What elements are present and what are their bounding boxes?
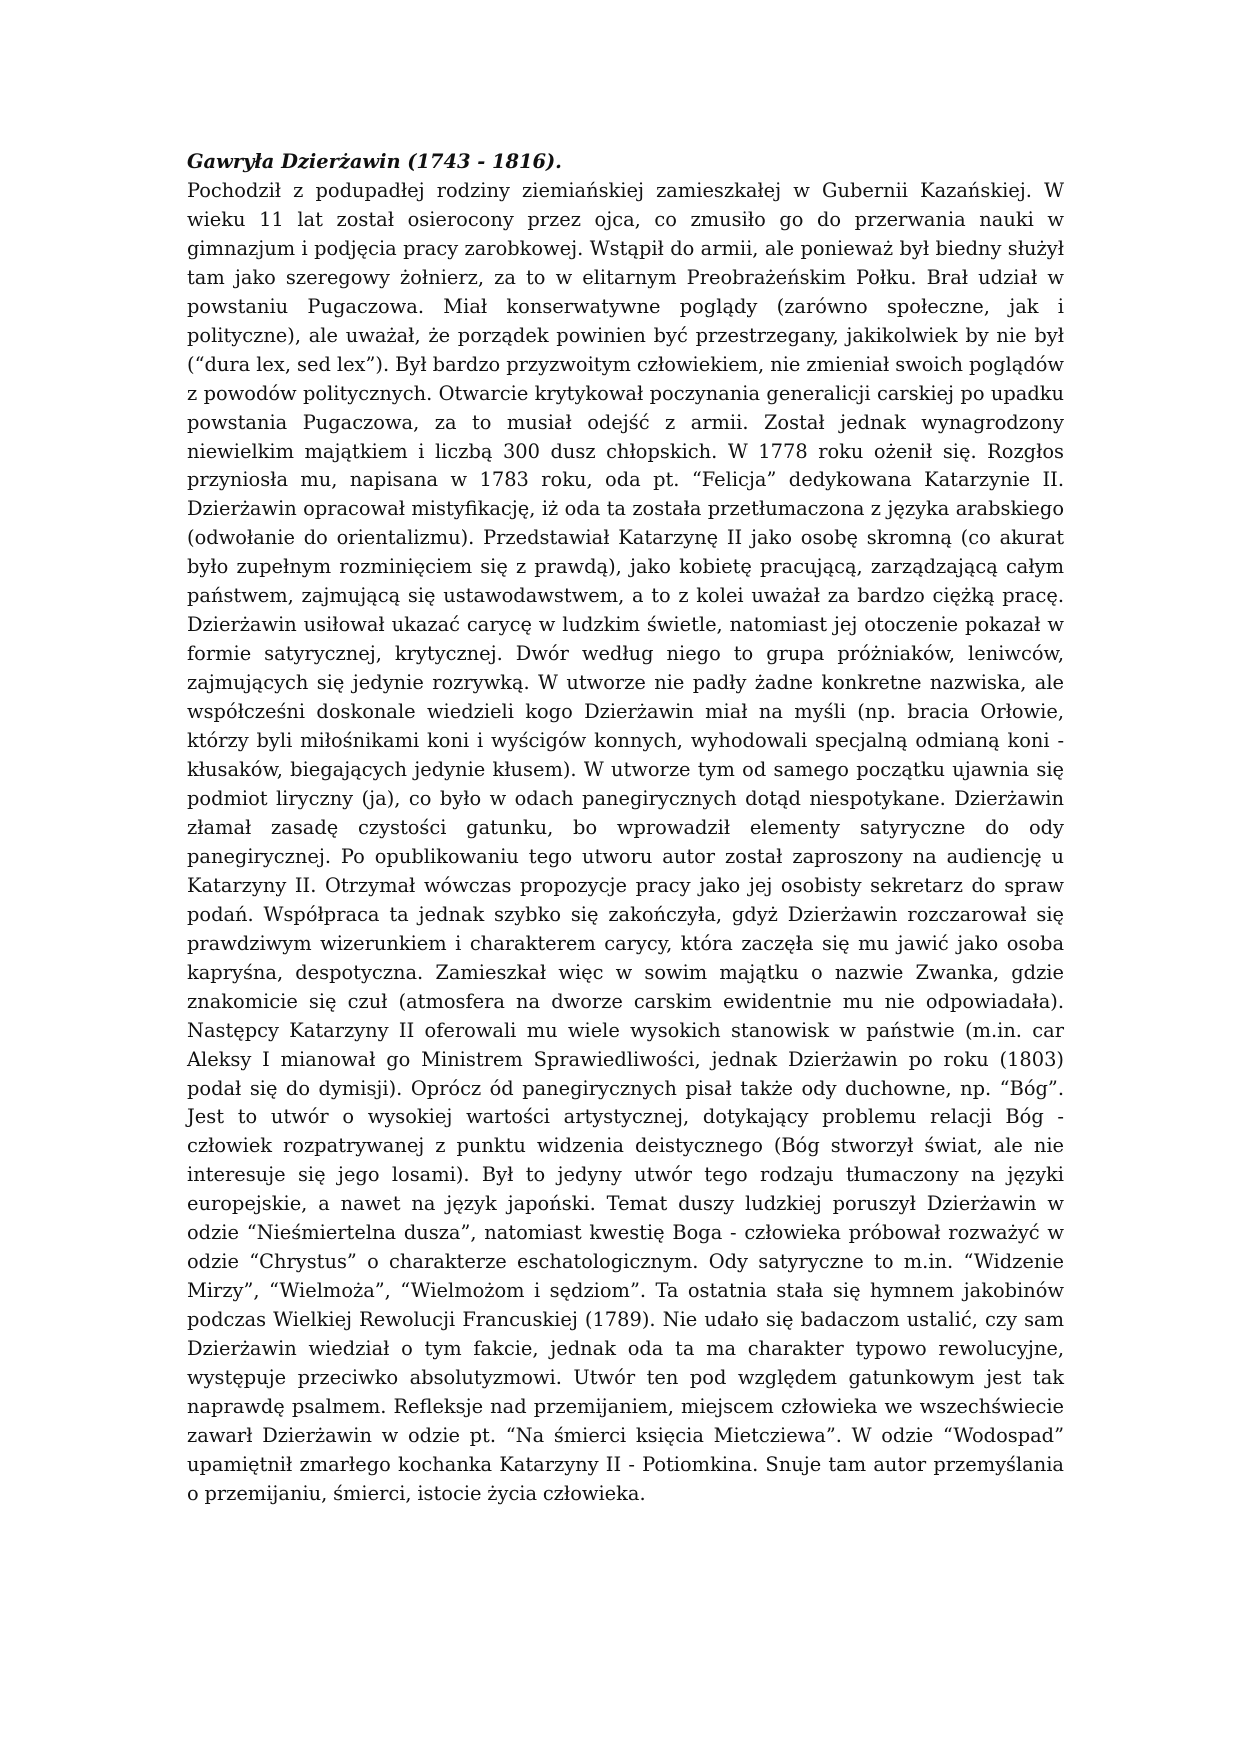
document-content [187, 148, 1064, 1509]
document-body-paragraph: Pochodził z podupadłej rodziny ziemiańskiej zamieszkałej w Gubernii Kazańskiej. W wieku 11 lat został osierocony przez ojca, co zmusiło go do przerwania nauki w gimnazjum i podjęcia pracy zarobkowej. Wstąpił do armii, ale ponieważ był biedny służył tam jako szeregowy żołnierz, za to w elitarnym Preobrażeńskim Połku. Brał udział w powstaniu Pugaczowa. Miał konserwatywne poglądy (zarówno społeczne, jak i polityczne), ale uważał, że porządek powinien być przestrzegany, jakikolwiek by nie był (“dura lex, sed lex”). Był bardzo przyzwoitym człowiekiem, nie zmieniał swoich poglądów z powodów politycznych. Otwarcie krytykował poczynania generalicji carskiej po upadku powstania Pugaczowa, za to musiał odejść z armii. Został jednak wynagrodzony niewielkim majątkiem i liczbą 300 dusz chłopskich. W 1778 roku ożenił się. Rozgłos przyniosła mu, napisana w 1783 roku, oda pt. “Felicja” dedykowana Katarzynie II. Dzierżawin opracował mistyfikację, iż oda ta została przetłumaczona z języka arabskiego (odwołanie do orientalizmu). Przedstawiał Katarzynę II jako osobę skromną (co akurat było zupełnym rozminięciem się z prawdą), jako kobietę pracującą, zarządzającą całym państwem, zajmującą się ustawodawstwem, a to z kolei uważał za bardzo ciężką pracę. Dzierżawin usiłował ukazać carycę w ludzkim świetle, natomiast jej otoczenie pokazał w formie satyrycznej, krytycznej. Dwór według niego to grupa próżniaków, leniwców, zajmujących się jedynie rozrywką. W utworze nie padły żadne konkretne nazwiska, ale współcześni doskonale wiedzieli kogo Dzierżawin miał na myśli (np. bracia Orłowie, którzy byli miłośnikami koni i wyścigów konnych, wyhodowali specjalną odmianą koni - kłusaków, biegających jedynie kłusem). W utworze tym od samego początku ujawnia się podmiot liryczny (ja), co było w odach panegirycznych dotąd niespotykane. Dzierżawin złamał zasadę czystości gatunku, bo wprowadził elementy satyryczne do ody panegirycznej. Po opublikowaniu tego utworu autor został zaproszony na audiencję u Katarzyny II. Otrzymał wówczas propozycje pracy jako jej osobisty sekretarz do spraw podań. Współpraca ta jednak szybko się zakończyła, gdyż Dzierżawin rozczarował się prawdziwym wizerunkiem i charakterem carycy, która zaczęła się mu jawić jako osoba kapryśna, despotyczna. Zamieszkał więc w sowim majątku o nazwie Zwanka, gdzie znakomicie się czuł (atmosfera na dworze carskim ewidentnie mu nie odpowiadała). Następcy Katarzyny II oferowali mu wiele wysokich stanowisk w państwie (m.in. car Aleksy I mianował go Ministrem Sprawiedliwości, jednak Dzierżawin po roku (1803) podał się do dymisji). Oprócz ód panegirycznych pisał także ody duchowne, np. “Bóg”. Jest to utwór o wysokiej wartości artystycznej, dotykający problemu relacji Bóg - człowiek rozpatrywanej z punktu widzenia deistycznego (Bóg stworzył świat, ale nie interesuje się jego losami). Był to jedyny utwór tego rodzaju tłumaczony na języki europejskie, a nawet na język japoński. Temat duszy ludzkiej poruszył Dzierżawin w odzie “Nieśmiertelna dusza”, natomiast kwestię Boga - człowieka próbował rozważyć w odzie “Chrystus” o charakterze eschatologicznym. Ody satyryczne to m.in. “Widzenie Mirzy”, “Wielmoża”, “Wielmożom i sędziom”. Ta ostatnia stała się hymnem jakobinów podczas Wielkiej Rewolucji Francuskiej (1789). Nie udało się badaczom ustalić, czy sam Dzierżawin wiedział o tym fakcie, jednak oda ta ma charakter typowo rewolucyjne, występuje przeciwko absolutyzmowi. Utwór ten pod względem gatunkowym jest tak naprawdę psalmem. Refleksje nad przemijaniem, miejscem człowieka we wszechświecie zawarł Dzierżawin w odzie pt. “Na śmierci księcia Mietcziewa”. W odzie “Wodospad” upamiętnił zmarłego kochanka Katarzyny II - Potiomkina. Snuje tam autor przemyślania o przemijaniu, śmierci, istocie życia człowieka. [187, 178, 1064, 1505]
document-title: Gawryła Dzierżawin (1743 - 1816). [187, 150, 562, 173]
